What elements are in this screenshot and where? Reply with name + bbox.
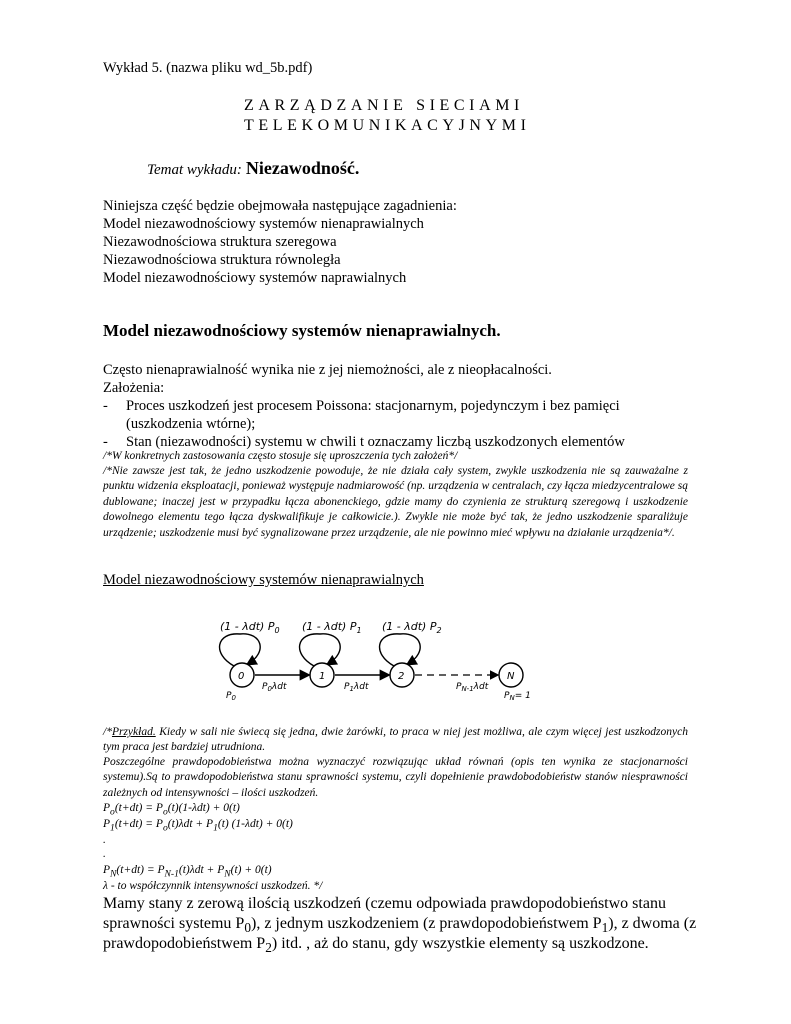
lecture-line: Wykład 5. (nazwa pliku wd_5b.pdf) <box>103 60 313 76</box>
section-heading: Model niezawodnościowy systemów nienaprawialnych. <box>103 321 501 340</box>
state-probability: $P_N= 1$ <box>504 691 531 702</box>
intro-item: Niezawodnościowa struktura szeregowa <box>103 234 337 250</box>
transition-label: $P_1\lambda dt$ <box>344 682 369 693</box>
self-loop <box>380 634 421 666</box>
closing-line: prawdopodobieństwem $P_2$) itd. , aż do stanu, gdy wszystkie elementy są uszkodzone. <box>103 935 649 956</box>
intro-lead: Niniejsza część będzie obejmowała następujące zagadnienia: <box>103 198 457 214</box>
state-label: 0 <box>238 671 245 682</box>
topic: Niezawodność. <box>245 158 360 178</box>
intro-item: Niezawodnościowa struktura równoległa <box>103 252 341 268</box>
example-paragraph: Poszczególne prawdopodobieństwa można wyznaczyć rozwiązując układ równań (opis ten wynika ze stacjonarności systemu).Są to prawdopodobieństwa stanu sprawności systemu, czyli dopełnienie prawdobodobieństw stanów niesprawności zależnych od intensywności – ilości uszkodzeń. <box>103 756 688 799</box>
topic-line <box>147 158 359 179</box>
state-label: N <box>507 671 515 682</box>
state-label: 2 <box>398 671 405 682</box>
intro-item: Model niezawodnościowy systemów nienaprawialnych <box>103 216 424 232</box>
ellipsis-dot: . <box>103 834 106 846</box>
closing-line: sprawności systemu $P_0$), z jednym uszkodzeniem (z prawdopodobieństwem $P_1$), z dwoma (z <box>103 915 697 936</box>
note: /*W konkretnych zastosowania często stosuje się uproszczenia tych założeń*/ <box>103 450 458 462</box>
bullet-text: Proces uszkodzeń jest procesem Poissona: stacjonarnym, pojedynczym i bez pamięci <box>126 398 620 414</box>
bullet-text: Stan (niezawodności) systemu w chwili t oznaczamy liczbą uszkodzonych elementów <box>126 434 625 450</box>
self-loop <box>220 634 261 666</box>
intro-item: Model niezawodnościowy systemów naprawialnych <box>103 270 407 286</box>
ellipsis-dot: . <box>103 848 106 860</box>
transition-label: $P_0\lambda dt$ <box>262 682 287 693</box>
subsection-heading: Model niezawodnościowy systemów nienaprawialnych <box>103 572 424 588</box>
closing-line: Mamy stany z zerową ilością uszkodzeń (czemu odpowiada prawdopodobieństwo stanu <box>103 895 666 912</box>
assumptions-label: Założenia: <box>103 380 165 396</box>
example-paragraph: /*Przykład. Kiedy w sali nie świecą się jedna, dwie żarówki, to praca w niej jest możliwa, ale czym więcej jest uszkodzonych tym praca jest bardziej utrudniona. <box>103 726 688 754</box>
state-label: 1 <box>319 671 326 682</box>
title-line-1: ZARZĄDZANIE SIECIAMI <box>244 97 524 114</box>
lambda-note: λ - to współczynnik intensywności uszkodzeń. */ <box>103 880 323 892</box>
title-line-2: TELEKOMUNIKACYJNYMI <box>244 117 531 134</box>
bullet-dash: - <box>103 434 108 450</box>
loop-label: (1 - λdt) $P_0$ <box>220 620 280 635</box>
state-probability: $P_0$ <box>226 691 236 702</box>
equation: $P_1(t+dt) = P_o(t)\lambda dt + P_1(t) (1-\lambda dt) + 0(t)$ <box>103 818 293 834</box>
loop-label: (1 - λdt) $P_1$ <box>302 620 362 635</box>
note: /*Nie zawsze jest tak, że jedno uszkodzenie powoduje, że nie działa cały system, zwykle uszkodzenia nie są zauważalne z punktu widzenia eksploatacji, ponieważ występuje nadmiarowość (np. urządzenia w centralach, czy łącza miedzycentralowe są dublowane; inaczej jest w przypadku łącza abonenckiego, gdzie mamy do czynienia ze strukturą szeregową i uszkodzenie dowolnego elementu tego łącza dyskwalifikuje je całkowicie.). Zwykle nie może być tak, że jedno uszkodzenie sparaliżuje urządzenie; uszkodzenie musi być sygnalizowane przez urządzenie, ale nie powinno mieć wpływu na działanie urządzenia*/. <box>103 465 688 539</box>
transition-label: $P_{N-1}\lambda dt$ <box>456 682 489 693</box>
state-diagram <box>210 612 550 704</box>
loop-label: (1 - λdt) $P_2$ <box>382 620 442 635</box>
equation: $P_o(t+dt) = P_o(t)(1-\lambda dt) + 0(t)$ <box>103 802 240 818</box>
equation: $P_N(t+dt) = P_{N-1}(t)\lambda dt + P_N(t) + 0(t)$ <box>103 864 272 880</box>
bullet-dash: - <box>103 398 108 414</box>
self-loop <box>300 634 341 666</box>
bullet-text: (uszkodzenia wtórne); <box>126 416 256 432</box>
topic-label: Temat wykładu: <box>147 162 242 178</box>
paragraph: Często nienaprawialność wynika nie z jej niemożności, ale z nieopłacalności. <box>103 362 552 378</box>
